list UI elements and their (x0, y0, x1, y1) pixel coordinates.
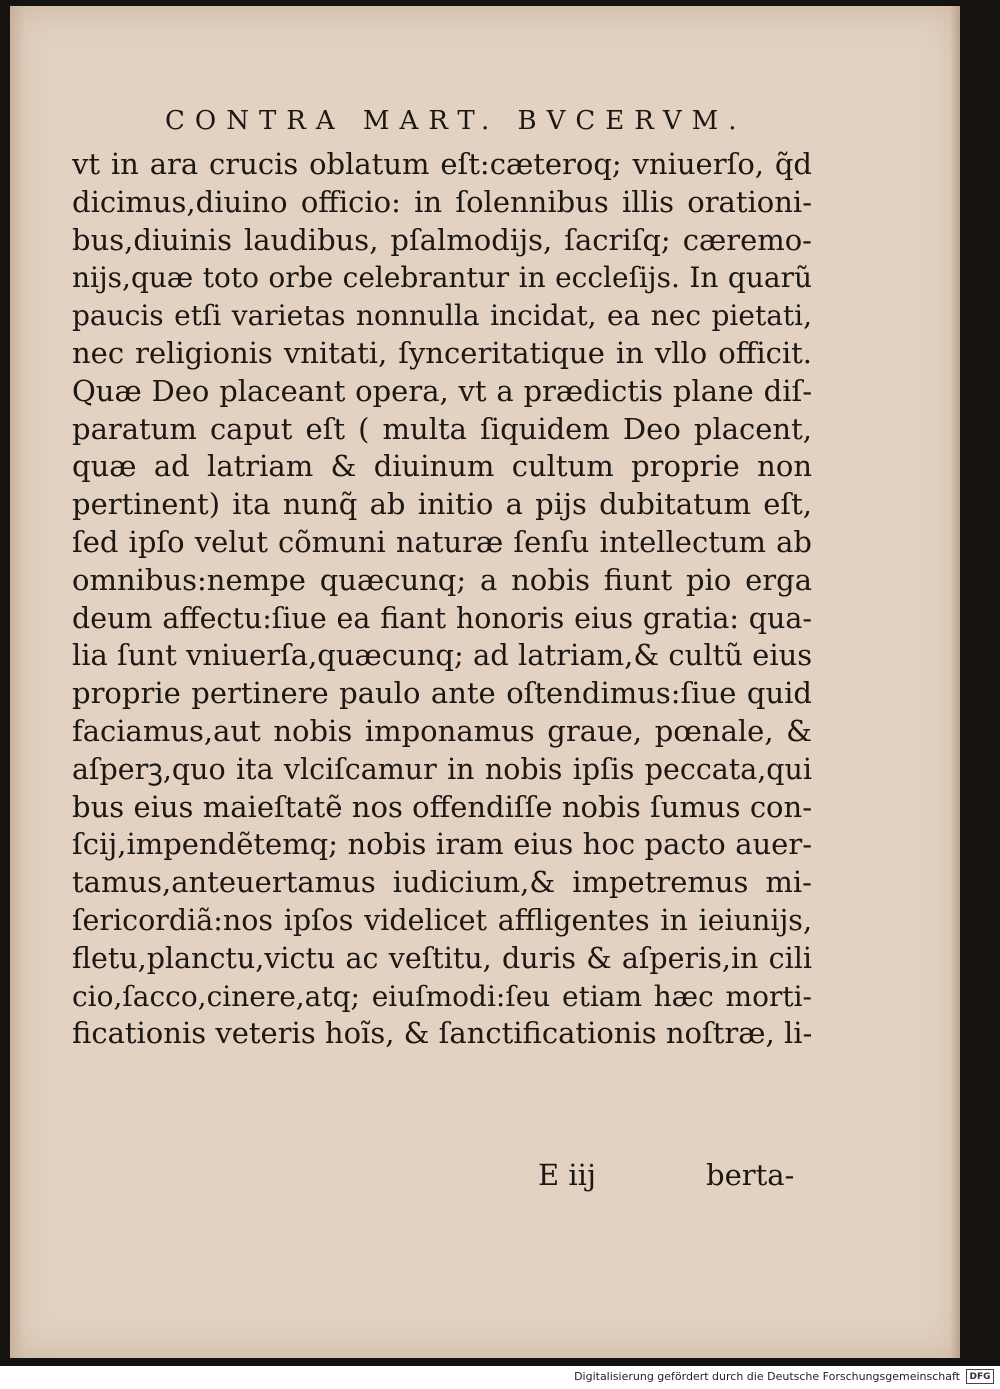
text-line: ficationis veteris hoĩs, & ſanctificationis noſtræ, li- (72, 1016, 813, 1051)
text-line: faciamus,aut nobis imponamus graue, pœnale, & (72, 713, 812, 748)
text-line: cio,ſacco,cinere,atq; eiuſmodi:ſeu etiam hæc morti- (72, 979, 812, 1013)
dfg-logo-icon: DFG (966, 1369, 994, 1384)
text-line: fletu,planctu,victu ac veſtitu, duris & aſperis,in cili (72, 941, 812, 975)
text-line: ſcij,impendẽtemq; nobis iram eius hoc pacto auer- (72, 827, 812, 862)
book-page (10, 6, 960, 1358)
text-line: omnibus:nempe quæcunq; a nobis fiunt pio erga (72, 562, 812, 597)
text-line: aſperꝫ,quo ita vlciſcamur in nobis ipſis peccata,qui (72, 752, 812, 786)
text-line: pertinent) ita nunq̃ ab initio a pijs dubitatum eſt, (72, 487, 812, 522)
text-line: vt in ara crucis oblatum eſt:cæteroq; vniuerſo, q̃d (72, 147, 812, 181)
funding-credit: Digitalisierung gefördert durch die Deutsche Forschungsgemeinschaft (574, 1370, 960, 1383)
page-edge-right (950, 6, 960, 1358)
signature-mark: E iij (538, 1158, 596, 1192)
running-head: CONTRA MART. BVCERVM. (165, 106, 747, 136)
text-line: bus eius maieſtatẽ nos offendiſſe nobis ſumus con- (72, 789, 812, 824)
text-line: nec religionis vnitati, ſynceritatique in vllo officit. (72, 335, 812, 370)
text-line: deum affectu:ſiue ea fiant honoris eius gratia: qua- (72, 601, 812, 635)
text-line: ſericordiã:nos ipſos videlicet affligentes in ieiunijs, (72, 903, 812, 937)
text-block (72, 146, 812, 1053)
text-line: Quæ Deo placeant opera, vt a prædictis plane diſ- (72, 373, 812, 408)
text-line: ſed ipſo velut cõmuni naturæ ſenſu intellectum ab (72, 524, 812, 559)
text-line: bus,diuinis laudibus, pſalmodijs, ſacriſq; cæremo- (72, 222, 812, 257)
text-line: paucis etſi varietas nonnulla incidat, ea nec pietati, (72, 299, 812, 333)
text-line: nijs,quæ toto orbe celebrantur in eccleſijs. In quarũ (72, 261, 812, 295)
text-line: dicimus,diuino officio: in ſolennibus illis orationi- (72, 184, 812, 219)
text-line: quæ ad latriam & diuinum cultum proprie non (72, 449, 812, 484)
catchword: berta- (706, 1158, 795, 1192)
signature-line (10, 1158, 960, 1198)
text-line: proprie pertinere paulo ante oſtendimus:ſiue quid (72, 676, 812, 711)
page-edge-left (10, 6, 24, 1358)
footer-bar (0, 1366, 1000, 1389)
text-line: paratum caput eſt ( multa ſiquidem Deo placent, (72, 411, 812, 446)
text-line: lia ſunt vniuerſa,quæcunq; ad latriam,& cultũ eius (72, 638, 813, 673)
text-line: tamus,anteuertamus iudicium,& impetremus mi- (72, 865, 812, 900)
